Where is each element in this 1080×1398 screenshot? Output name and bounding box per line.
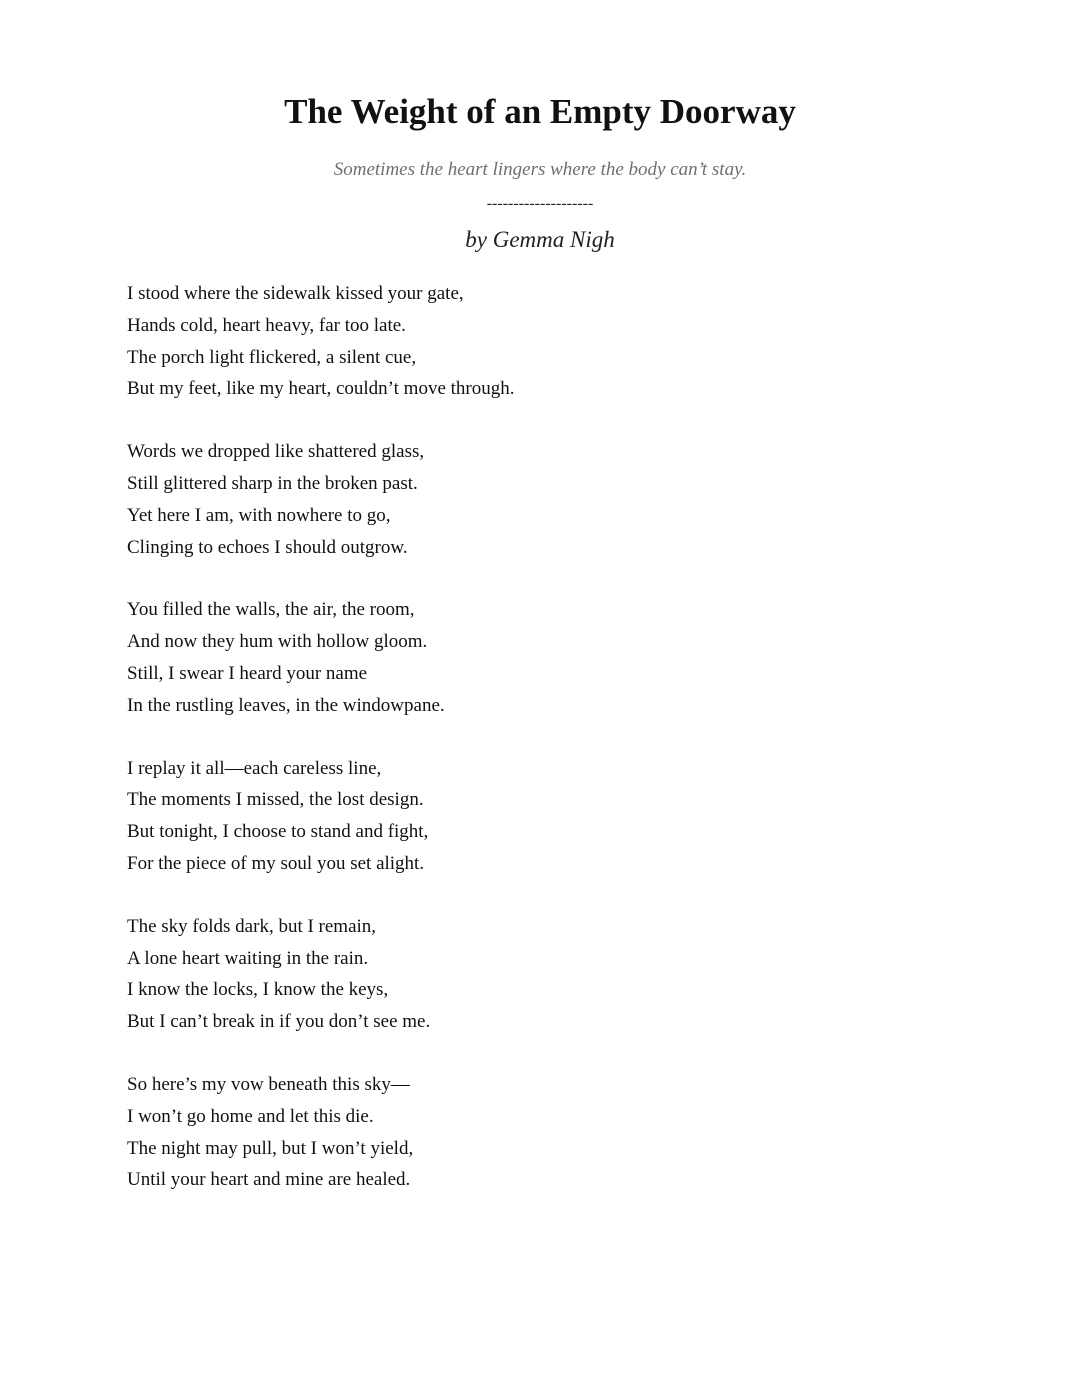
poem-line: I won’t go home and let this die. — [127, 1105, 374, 1127]
poem-line: I know the locks, I know the keys, — [127, 979, 389, 1001]
poem-line: The moments I missed, the lost design. — [127, 789, 424, 811]
poem-epigraph: Sometimes the heart lingers where the body can’t stay. — [333, 159, 747, 180]
poem-body — [127, 278, 987, 1227]
poem-line: Still glittered sharp in the broken past. — [127, 472, 418, 494]
poem-line: But my feet, like my heart, couldn’t move through. — [127, 378, 515, 400]
poem-line: You filled the walls, the air, the room, — [127, 599, 415, 621]
stanza-3 — [127, 594, 987, 721]
poem-line: The sky folds dark, but I remain, — [127, 915, 377, 937]
poem-line: Clinging to echoes I should outgrow. — [127, 536, 408, 558]
poem-line: Yet here I am, with nowhere to go, — [127, 504, 391, 526]
stanza-1 — [127, 278, 987, 405]
poem-line: So here’s my vow beneath this sky— — [127, 1073, 410, 1095]
poem-line: And now they hum with hollow gloom. — [127, 631, 428, 653]
poem-byline: by Gemma Nigh — [465, 227, 615, 252]
poem-line: A lone heart waiting in the rain. — [127, 947, 369, 969]
poem-line: Until your heart and mine are healed. — [127, 1169, 411, 1191]
poem-line: Words we dropped like shattered glass, — [127, 441, 425, 463]
poem-line: In the rustling leaves, in the windowpane. — [127, 694, 445, 716]
stanza-5 — [127, 911, 987, 1038]
poem-line: I replay it all—each careless line, — [127, 757, 382, 779]
poem-line: But tonight, I choose to stand and fight, — [127, 821, 429, 843]
poem-line: Hands cold, heart heavy, far too late. — [127, 314, 406, 336]
poem-line: For the piece of my soul you set alight. — [127, 852, 425, 874]
poem-line: The porch light flickered, a silent cue, — [127, 346, 417, 368]
stanza-6 — [127, 1069, 987, 1196]
poem-line: The night may pull, but I won’t yield, — [127, 1137, 414, 1159]
poem-line: I stood where the sidewalk kissed your gate, — [127, 283, 464, 304]
poem-line: Still, I swear I heard your name — [127, 662, 368, 684]
section-divider: -------------------- — [486, 195, 594, 212]
poem-line: But I can’t break in if you don’t see me. — [127, 1011, 431, 1033]
poem-title: The Weight of an Empty Doorway — [284, 92, 796, 131]
stanza-4 — [127, 753, 987, 880]
stanza-2 — [127, 436, 987, 563]
